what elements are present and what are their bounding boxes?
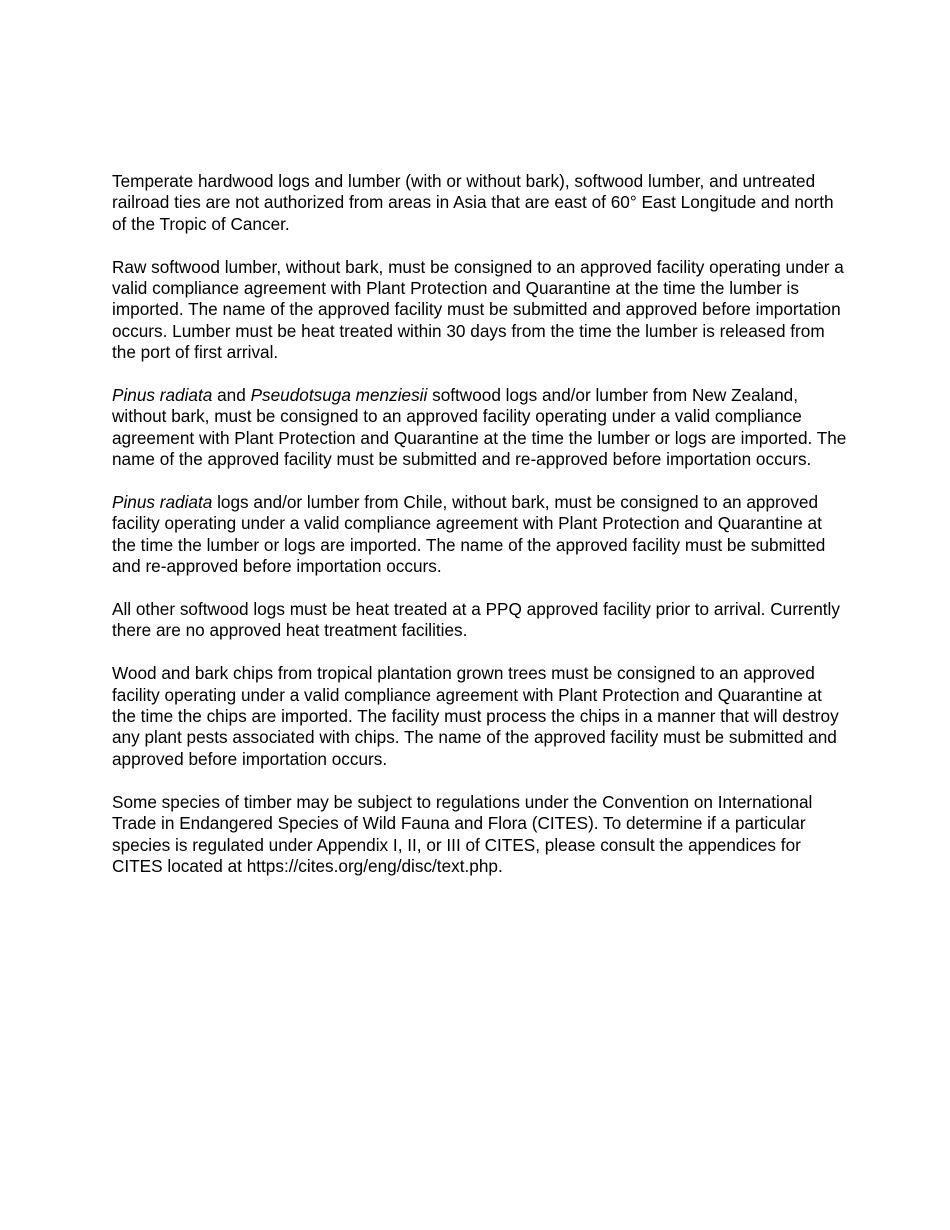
paragraph-wood-bark-chips: Wood and bark chips from tropical plantation grown trees must be consigned to an approved facility operating under a valid compliance agreement with Plant Protection and Quarantine at the time the chips are imported. The facility must process the chips in a manner that will destroy any plant pests associated with chips. The name of the approved facility must be submitted and approved before importation occurs. (112, 663, 839, 769)
conjunction-text: and (212, 385, 251, 406)
paragraph-new-zealand (112, 385, 847, 471)
paragraph-cites: Some species of timber may be subject to regulations under the Convention on International Trade in Endangered Species of Wild Fauna and Flora (CITES). To determine if a particular species is regulated under Appendix I, II, or III of CITES, please consult the appendices for CITES located at https://cites.org/eng/disc/text.php. (112, 791, 813, 876)
paragraph-text: softwood logs and/or lumber from New Zealand, without bark, must be consigned to an approved facility operating under a valid compliance agreement with Plant Protection and Quarantine at the time the lumber or logs are imported. The name of the approved facility must be submitted and re-approved before importation occurs. (112, 385, 847, 470)
species-name: Pinus radiata (112, 385, 213, 406)
paragraph-raw-softwood-lumber: Raw softwood lumber, without bark, must be consigned to an approved facility operating under a valid compliance agreement with Plant Protection and Quarantine at the time the lumber is imported. The name of the approved facility must be submitted and approved before importation occurs. Lumber must be heat treated within 30 days from the time the lumber is released from the port of first arrival. (112, 256, 844, 363)
paragraph-text: logs and/or lumber from Chile, without bark, must be consigned to an approved facility operating under a valid compliance agreement with Plant Protection and Quarantine at the time the lumber or logs are imported. The name of the approved facility must be submitted and re-approved before importation occurs. (112, 492, 826, 577)
document-body (112, 171, 847, 877)
species-name: Pseudotsuga menziesii (250, 385, 428, 406)
paragraph-asia-restriction: Temperate hardwood logs and lumber (with or without bark), softwood lumber, and untreated railroad ties are not authorized from areas in Asia that are east of 60° East Longitude and north of the Tropic of Cancer. (112, 171, 834, 234)
paragraph-chile (112, 492, 847, 578)
paragraph-other-softwood-logs: All other softwood logs must be heat treated at a PPQ approved facility prior to arrival. Currently there are no approved heat treatment facilities. (112, 599, 840, 641)
species-name: Pinus radiata (112, 492, 213, 513)
